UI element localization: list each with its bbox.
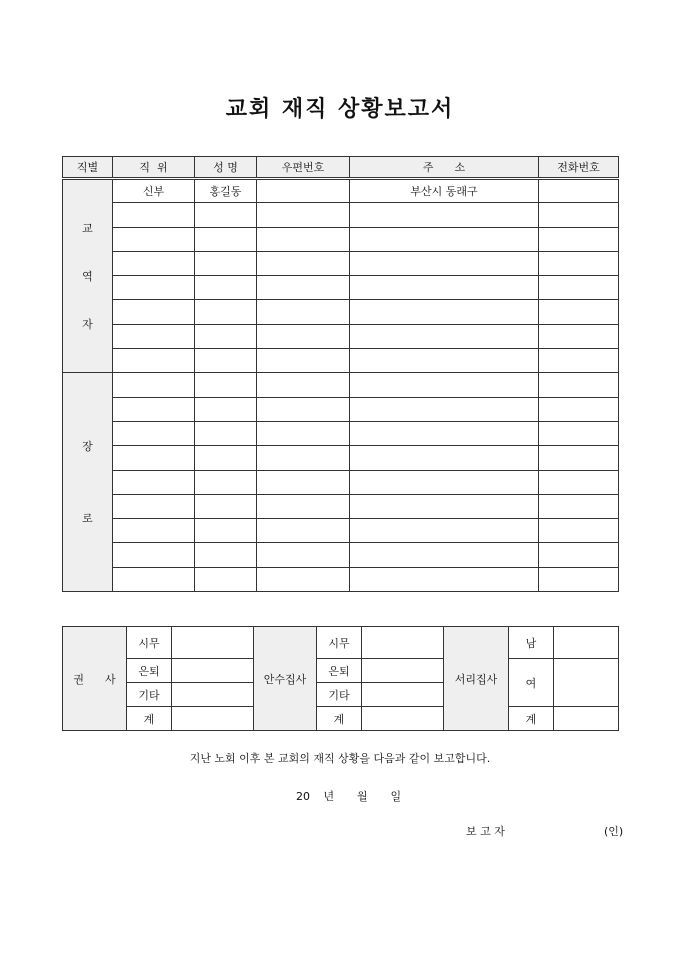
summary-label-male: 남 — [509, 627, 554, 659]
group-label-char: 로 — [82, 512, 93, 526]
table-row — [63, 324, 619, 348]
summary-group-deacon: 서리집사 — [444, 627, 509, 731]
table-row — [63, 446, 619, 470]
table-cell[interactable] — [350, 373, 539, 397]
table-cell[interactable] — [257, 373, 350, 397]
table-cell[interactable] — [350, 203, 539, 227]
table-cell[interactable] — [350, 446, 539, 470]
table-cell[interactable] — [113, 324, 195, 348]
summary-cell[interactable] — [554, 659, 619, 707]
table-cell[interactable] — [195, 397, 257, 421]
column-header: 주 소 — [350, 157, 539, 179]
table-cell[interactable] — [257, 349, 350, 373]
table-row — [63, 203, 619, 227]
summary-cell[interactable] — [362, 627, 444, 659]
summary-group-ordained-deacon: 안수집사 — [254, 627, 317, 731]
summary-cell[interactable] — [172, 627, 254, 659]
column-header: 직별 — [63, 157, 113, 179]
table-row — [63, 227, 619, 251]
group-label-char: 역 — [82, 270, 93, 284]
table-cell[interactable] — [350, 227, 539, 251]
table-row — [63, 494, 619, 518]
table-cell[interactable] — [350, 470, 539, 494]
table-cell[interactable] — [350, 276, 539, 300]
table-cell[interactable] — [257, 543, 350, 567]
summary-cell[interactable] — [554, 707, 619, 731]
table-cell[interactable] — [539, 519, 619, 543]
summary-label-retired: 은퇴 — [127, 659, 172, 683]
table-cell[interactable] — [195, 276, 257, 300]
table-row — [63, 567, 619, 591]
date-month-unit: 월 — [357, 790, 368, 803]
table-cell[interactable] — [539, 373, 619, 397]
table-cell[interactable] — [539, 179, 619, 203]
summary-label-total: 계 — [127, 707, 172, 731]
table-cell[interactable] — [539, 276, 619, 300]
table-cell[interactable] — [113, 567, 195, 591]
table-cell[interactable] — [350, 300, 539, 324]
summary-label-retired: 은퇴 — [317, 659, 362, 683]
table-cell[interactable] — [257, 276, 350, 300]
table-cell[interactable] — [113, 446, 195, 470]
table-cell[interactable] — [257, 446, 350, 470]
table-cell[interactable] — [257, 203, 350, 227]
summary-label-other: 기타 — [317, 683, 362, 707]
table-cell[interactable] — [195, 446, 257, 470]
table-row — [63, 349, 619, 373]
summary-table — [62, 626, 619, 731]
table-cell[interactable] — [113, 470, 195, 494]
table-cell[interactable] — [539, 300, 619, 324]
group-label-cell — [63, 179, 113, 373]
table-cell[interactable] — [195, 203, 257, 227]
summary-cell[interactable] — [362, 707, 444, 731]
table-row — [63, 373, 619, 397]
table-row — [63, 251, 619, 275]
table-cell[interactable] — [195, 227, 257, 251]
summary-label-active: 시무 — [127, 627, 172, 659]
table-row — [63, 276, 619, 300]
table-row — [63, 543, 619, 567]
table-cell[interactable] — [195, 421, 257, 445]
summary-cell[interactable] — [172, 659, 254, 683]
table-cell[interactable] — [539, 446, 619, 470]
table-cell[interactable] — [539, 421, 619, 445]
table-cell[interactable] — [539, 227, 619, 251]
table-cell[interactable] — [539, 494, 619, 518]
table-cell[interactable] — [113, 203, 195, 227]
table-cell[interactable] — [113, 397, 195, 421]
table-cell[interactable] — [195, 494, 257, 518]
summary-label-total: 계 — [317, 707, 362, 731]
table-cell[interactable] — [350, 349, 539, 373]
table-cell[interactable] — [539, 324, 619, 348]
table-header-row — [63, 157, 619, 179]
summary-cell[interactable] — [172, 683, 254, 707]
date-year: 20 — [296, 790, 310, 803]
summary-label-total: 계 — [509, 707, 554, 731]
seal-mark: (인) — [604, 825, 624, 838]
table-cell[interactable] — [113, 543, 195, 567]
table-row — [63, 179, 619, 203]
table-cell[interactable] — [539, 397, 619, 421]
column-header: 우편번호 — [257, 157, 350, 179]
table-cell[interactable] — [257, 324, 350, 348]
table-cell[interactable] — [195, 324, 257, 348]
table-cell[interactable] — [257, 470, 350, 494]
date-year-unit: 년 — [323, 790, 335, 803]
table-cell[interactable] — [113, 227, 195, 251]
summary-cell[interactable] — [554, 627, 619, 659]
summary-label-female: 여 — [509, 659, 554, 707]
table-cell[interactable] — [195, 300, 257, 324]
report-statement: 지난 노회 이후 본 교회의 재직 상황을 다음과 같이 보고합니다. — [189, 752, 491, 765]
table-cell[interactable] — [350, 251, 539, 275]
table-cell[interactable] — [350, 494, 539, 518]
table-row — [63, 300, 619, 324]
summary-cell[interactable] — [362, 683, 444, 707]
group-label-char: 자 — [82, 318, 93, 332]
summary-cell[interactable] — [172, 707, 254, 731]
table-cell[interactable] — [257, 494, 350, 518]
table-cell[interactable] — [350, 397, 539, 421]
column-header: 성 명 — [195, 157, 257, 179]
table-cell[interactable] — [257, 421, 350, 445]
table-cell[interactable] — [113, 300, 195, 324]
table-row — [63, 470, 619, 494]
table-cell[interactable] — [539, 251, 619, 275]
table-cell[interactable] — [113, 421, 195, 445]
group-label-char: 교 — [82, 222, 93, 236]
table-cell[interactable] — [350, 567, 539, 591]
table-cell[interactable] — [350, 519, 539, 543]
column-header: 전화번호 — [539, 157, 619, 179]
table-cell[interactable] — [195, 373, 257, 397]
report-date — [296, 788, 401, 804]
summary-group-kwonsa: 권 사 — [63, 627, 127, 731]
table-row — [63, 519, 619, 543]
table-cell[interactable] — [539, 543, 619, 567]
summary-label-active: 시무 — [317, 627, 362, 659]
group-label-char: 장 — [82, 440, 93, 454]
table-cell[interactable] — [257, 251, 350, 275]
table-cell[interactable]: 부산시 동래구 — [350, 179, 539, 203]
table-cell[interactable] — [113, 494, 195, 518]
table-cell[interactable] — [113, 251, 195, 275]
table-cell[interactable] — [195, 349, 257, 373]
table-cell[interactable] — [195, 470, 257, 494]
reporter-label: 보 고 자 — [466, 825, 505, 838]
table-cell[interactable] — [257, 179, 350, 203]
table-cell[interactable] — [539, 470, 619, 494]
table-cell[interactable] — [195, 519, 257, 543]
table-cell[interactable]: 신부 — [113, 179, 195, 203]
summary-cell[interactable] — [362, 659, 444, 683]
table-cell[interactable] — [539, 203, 619, 227]
staff-table — [62, 156, 619, 592]
table-cell[interactable] — [195, 251, 257, 275]
date-day-unit: 일 — [390, 790, 402, 803]
table-cell[interactable] — [257, 519, 350, 543]
table-cell[interactable] — [539, 567, 619, 591]
table-cell[interactable] — [350, 421, 539, 445]
table-cell[interactable]: 홍길동 — [195, 179, 257, 203]
table-row — [63, 397, 619, 421]
table-cell[interactable] — [257, 227, 350, 251]
summary-label-other: 기타 — [127, 683, 172, 707]
table-cell[interactable] — [350, 324, 539, 348]
column-header: 직 위 — [113, 157, 195, 179]
table-cell[interactable] — [113, 519, 195, 543]
group-label-cell — [63, 373, 113, 592]
table-cell[interactable] — [195, 567, 257, 591]
table-cell[interactable] — [113, 276, 195, 300]
table-cell[interactable] — [539, 349, 619, 373]
table-cell[interactable] — [113, 373, 195, 397]
table-row — [63, 421, 619, 445]
table-cell[interactable] — [257, 567, 350, 591]
table-cell[interactable] — [257, 397, 350, 421]
table-cell[interactable] — [195, 543, 257, 567]
table-cell[interactable] — [113, 349, 195, 373]
table-cell[interactable] — [257, 300, 350, 324]
table-cell[interactable] — [350, 543, 539, 567]
document-title: 교회 재직 상황보고서 — [225, 97, 455, 122]
